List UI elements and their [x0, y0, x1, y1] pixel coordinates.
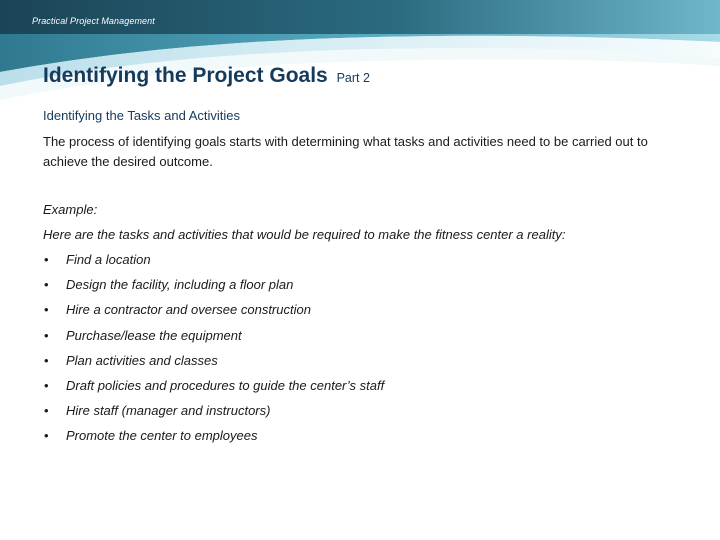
- bullet-icon: •: [44, 352, 49, 368]
- section-subheading: Identifying the Tasks and Activities: [43, 108, 241, 123]
- task-text: Find a location: [66, 252, 151, 267]
- bullet-icon: •: [44, 428, 49, 444]
- intro-paragraph: The process of identifying goals starts with determining what tasks and activities need to be carried out to achieve the desired outcome.: [43, 134, 648, 169]
- bullet-icon: •: [44, 277, 49, 293]
- task-text: Draft policies and procedures to guide the center’s staff: [66, 377, 385, 393]
- task-list-item: [43, 353, 384, 378]
- task-text: Promote the center to employees: [66, 428, 258, 444]
- task-list-item: [43, 403, 384, 428]
- example-lead-text: Here are the tasks and activities that would be required to make the fitness center a reality:: [43, 227, 566, 242]
- task-text: Plan activities and classes: [66, 352, 218, 368]
- slide-title: [43, 64, 370, 88]
- task-list-item: [43, 277, 384, 302]
- example-label: Example:: [43, 202, 98, 217]
- task-list-item: [43, 428, 384, 453]
- task-list-item: [43, 252, 384, 277]
- course-title: Practical Project Management: [32, 16, 155, 26]
- task-text: Purchase/lease the equipment: [66, 327, 242, 343]
- bullet-icon: •: [44, 302, 49, 318]
- bullet-icon: •: [44, 377, 49, 393]
- task-text: Hire staff (manager and instructors): [66, 403, 271, 419]
- task-list-item: [43, 302, 384, 327]
- task-text: Design the facility, including a floor plan: [66, 277, 294, 293]
- bullet-icon: •: [44, 403, 49, 419]
- task-list: [43, 252, 384, 454]
- header-band: [0, 0, 720, 120]
- bullet-icon: •: [44, 252, 49, 267]
- task-text: Hire a contractor and oversee construction: [66, 302, 311, 318]
- task-list-item: [43, 378, 384, 403]
- slide-title-suffix: Part 2: [336, 71, 370, 85]
- bullet-icon: •: [44, 327, 49, 343]
- task-list-item: [43, 328, 384, 353]
- slide-title-main: Identifying the Project Goals: [43, 64, 328, 87]
